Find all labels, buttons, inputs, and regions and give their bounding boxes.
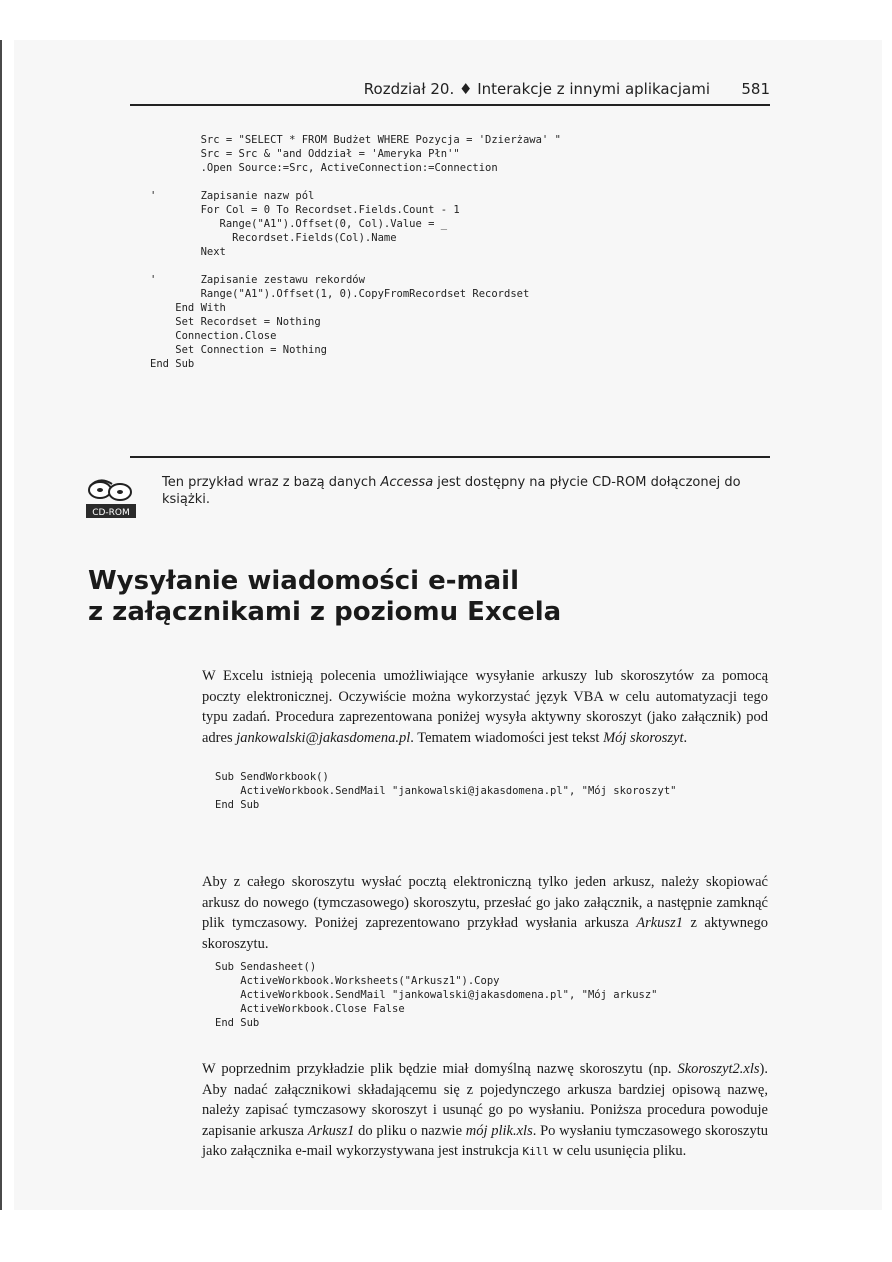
paragraph-rename [202,1059,768,1163]
sheet-name: Arkusz1 [307,1122,355,1139]
email-address: jankowalski@jakasdomena.pl [236,729,411,746]
section-heading [88,566,788,628]
para-text: ). Aby nadać załącznikowi składającemu się z pojedynczego arkusza bardziej opisową nazwę, należy zapisać tymczasowy skoroszyt i usunąć go po wysłaniu. Poniższa procedura powoduje zapisanie arkusza [202,1061,768,1139]
para-text: do pliku o nazwie [354,1122,466,1139]
para-text: z aktywnego skoroszytu. [202,915,768,952]
subject-text: Mój skoroszyt [603,729,684,746]
note-text-end: jest dostępny na płycie CD-ROM dołączonej do książki. [162,475,741,507]
header-rule [130,104,770,106]
code-listing-recordset: Src = "SELECT * FROM Budżet WHERE Pozycja = 'Dzierżawa' " Src = Src & "and Oddział = 'Ameryka Płn'" .Open Source:=Src, ActiveConnection:=Connection ' Zapisanie nazw pól For Col = 0 To Recordset.Fields.Count - 1 Range("A1").Offset(0, Col).Value = _ Recordset.Fields(Col).Name Next ' Zapisanie zestawu rekordów Range("A1").Offset(1, 0).CopyFromRecordset Recordset End With Set Recordset = Nothing Connection.Close Set Connection = Nothing End Sub [150,134,561,370]
para-text: W Excelu istnieją polecenia umożliwiające wysyłanie arkuszy lub skoroszytów za pomocą poczty elektronicznej. Oczywiście można wykorzystać język VBA w celu automatyzacji tego typu zadań. Procedura zaprezentowana poniżej wysyła aktywny skoroszyt (jako załącznik) pod adres [202,668,768,746]
para-text: . Tematem wiadomości jest tekst [410,729,604,746]
sheet-name: Arkusz1 [636,915,683,931]
code-listing-sendasheet: Sub Sendasheet() ActiveWorkbook.Worksheets("Arkusz1").Copy ActiveWorkbook.SendMail "jankowalski@jakasdomena.pl", "Mój arkusz" ActiveWorkbook.Close False End Sub [215,961,658,1029]
section-heading-line1: Wysyłanie wiadomości e-mail [88,566,519,596]
para-text: Aby z całego skoroszytu wysłać pocztą elektroniczną tylko jeden arkusz, należy skopiować arkusz do nowego (tymczasowego) skoroszytu, przesłać go jako załącznik, a następnie zamknąć plik tymczasowy. Poniżej zaprezentowano przykład wysłania arkusza [202,874,768,931]
chapter-title: Rozdział 20. ♦ Interakcje z innymi aplikacjami [363,80,710,98]
cdrom-icon-label: CD-ROM [92,508,130,518]
section-heading-line2: z załącznikami z poziomu Excela [88,597,562,627]
page-number: 581 [741,80,770,98]
page-edge [0,40,2,1210]
paragraph-single-sheet [202,872,768,954]
kill-keyword: Kill [522,1145,549,1158]
cdrom-icon [86,476,136,518]
note-italic: Accessa [380,475,434,490]
file-name: mój plik.xls [465,1122,533,1139]
para-text: w celu usunięcia pliku. [549,1143,687,1159]
para-text: W poprzednim przykładzie plik będzie miał domyślną nazwę skoroszytu (np. [202,1061,678,1077]
paragraph-intro [202,666,768,748]
default-filename: Skoroszyt2.xls [677,1061,760,1077]
para-text: . [683,729,688,746]
para-text: . Po wysłaniu tymczasowego skoroszytu jako załącznika e-mail wykorzystywana jest instrukcja [202,1122,768,1159]
code-listing-sendworkbook: Sub SendWorkbook() ActiveWorkbook.SendMail "jankowalski@jakasdomena.pl", "Mój skoroszyt" End Sub [215,771,677,811]
cdrom-note [162,474,766,508]
note-text: Ten przykład wraz z bazą danych [162,475,381,490]
listing-end-rule [130,456,770,458]
